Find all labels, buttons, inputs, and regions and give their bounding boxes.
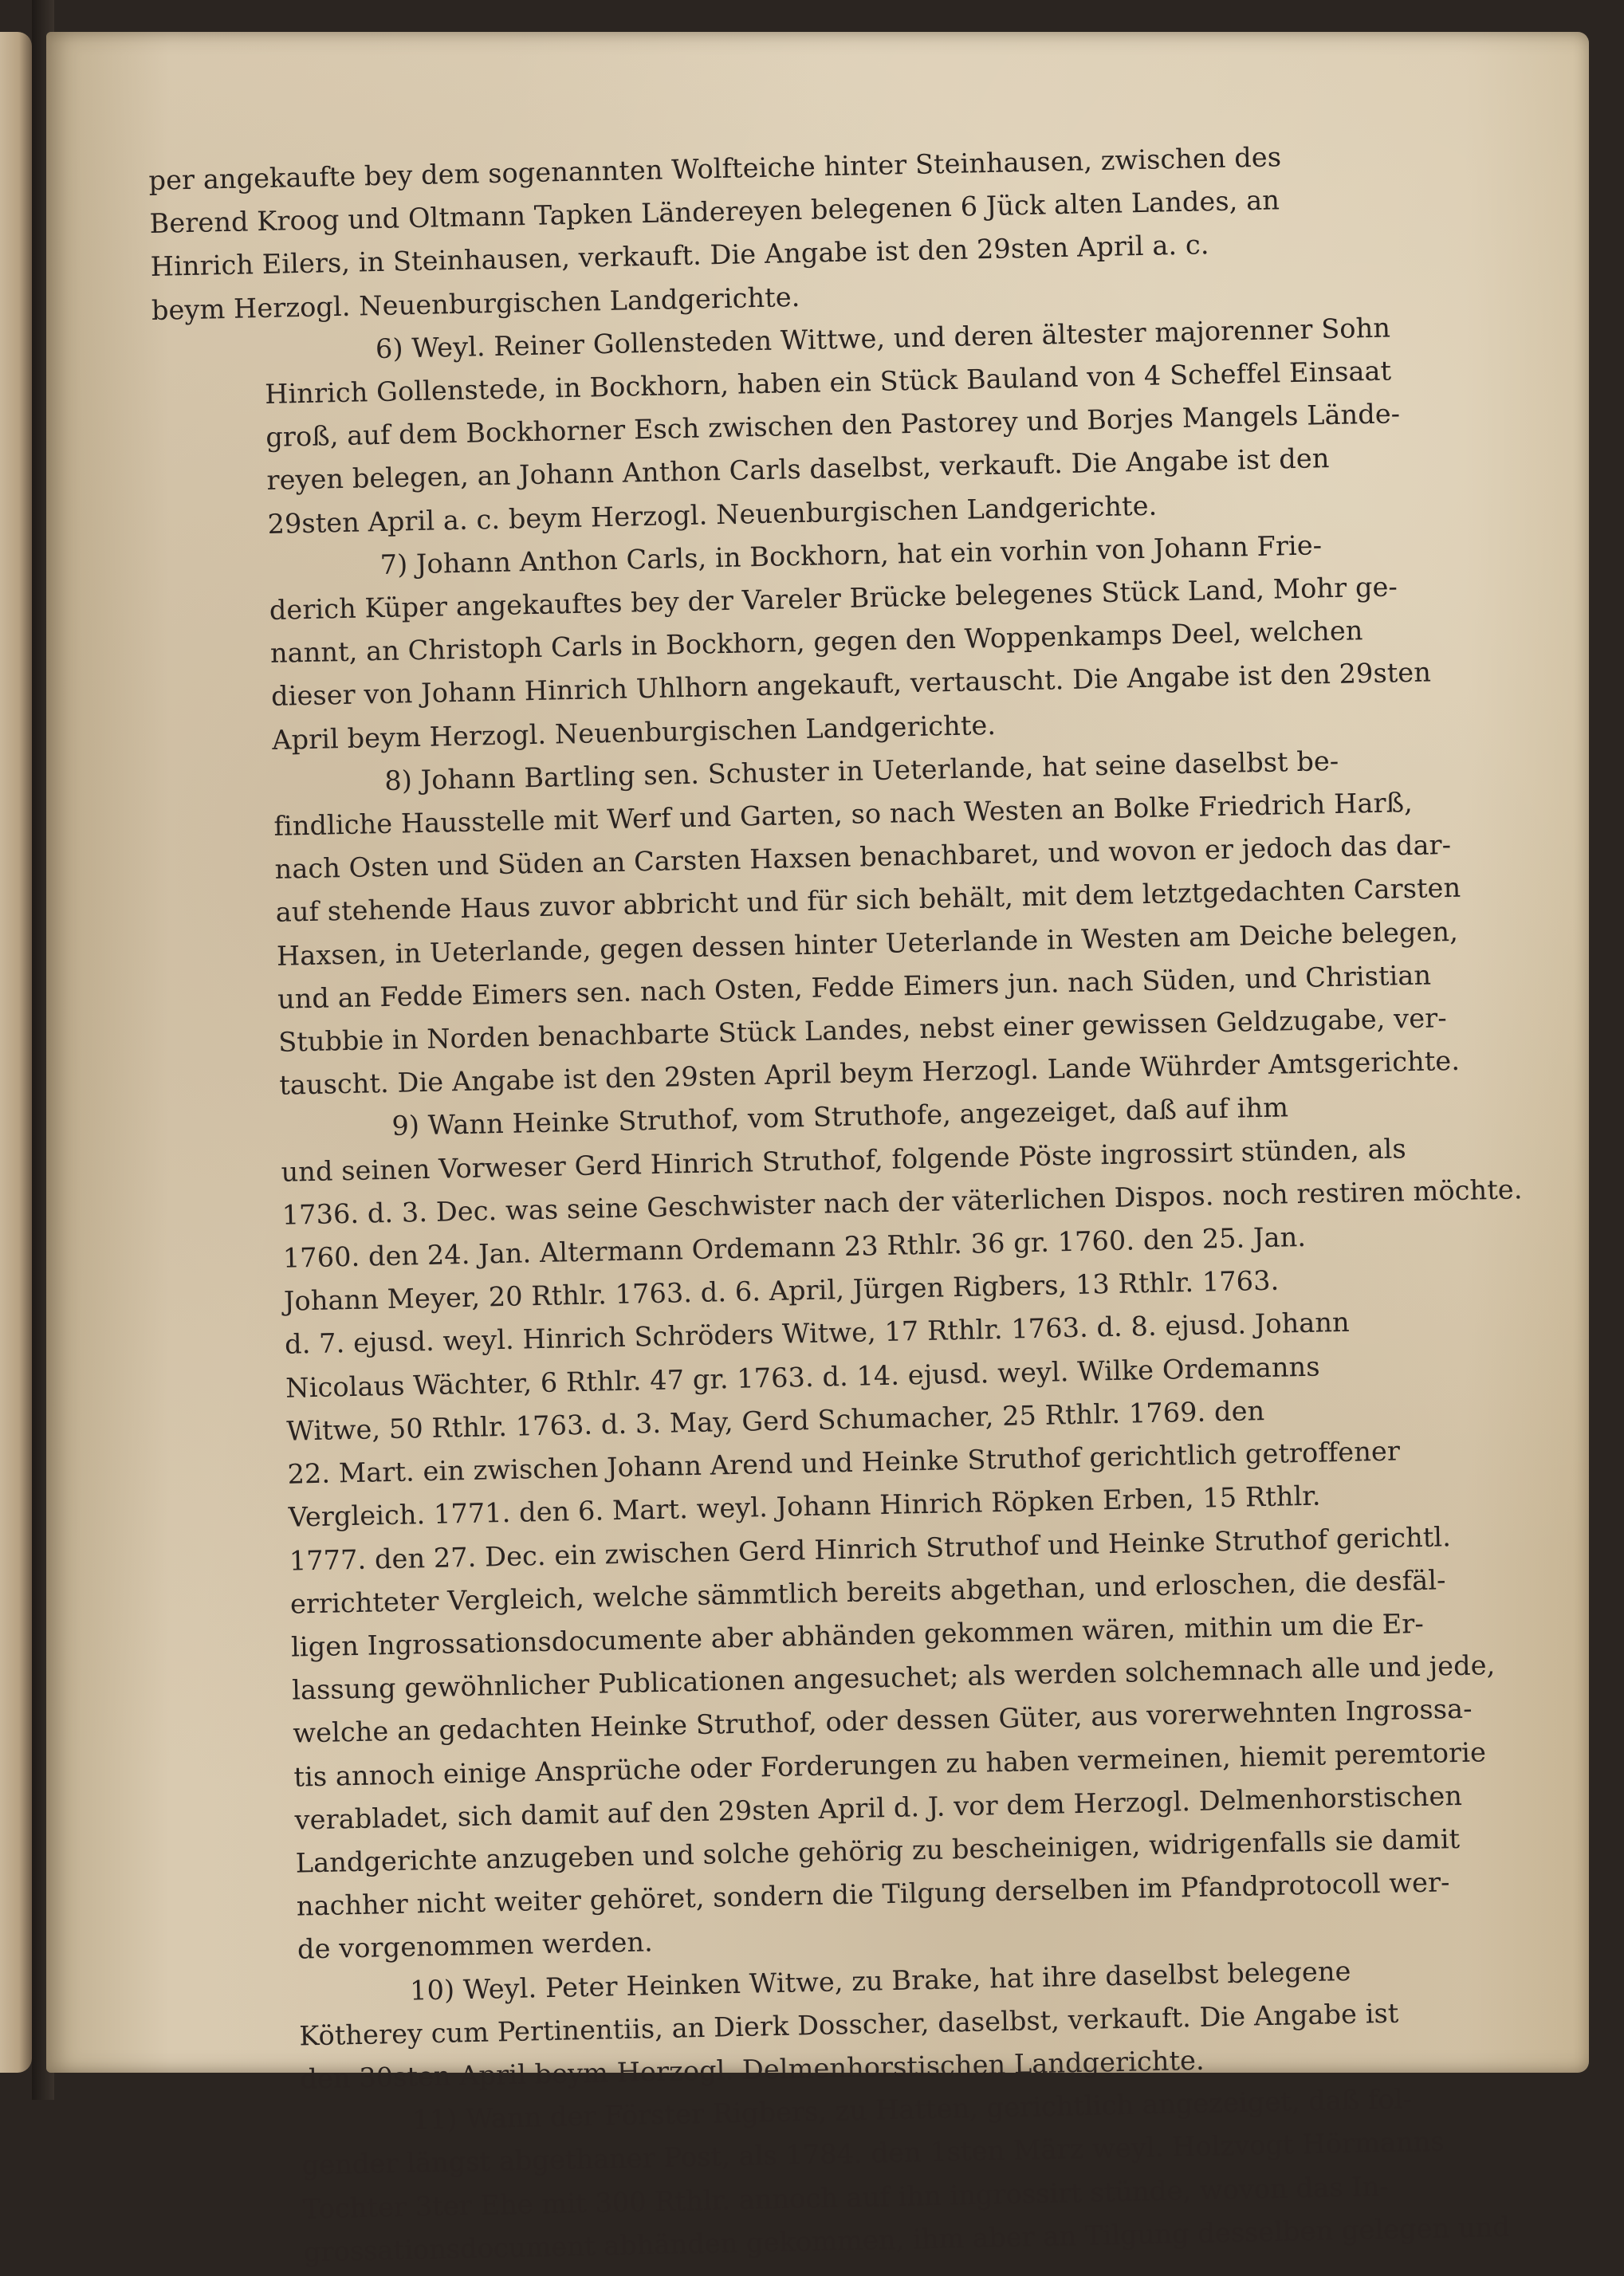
text-line: welche an gedachten Heinke Struthof, oder dessen Güter, aus vorerwehnten Ingrossa- (292, 1692, 1473, 1749)
text-line: Kötherey cum Pertinentiis, an Dierk Dosscher, daselbst, verkauft. Die Angabe ist (298, 1997, 1399, 2052)
text-line: Tochter 3ter Ehe mit 300 Rthlr. annoch auf ihn ingrossirt stünde, wovon das In- (302, 2170, 1390, 2225)
page (46, 32, 1589, 2268)
left-page-edge (0, 32, 32, 2073)
text-line: errichteter Vergleich, welche sämmtlich bereits abgethan, und erloschen, die desfäl- (289, 1564, 1446, 1620)
text-line: Nicolaus Wächter, 6 Rthlr. 47 gr. 1763. d. 14. ejusd. weyl. Wilke Ordemanns (285, 1350, 1320, 1404)
text-line: auf stehende Haus zuvor abbricht und für sich behält, mit dem letztgedachten Carsten (275, 872, 1461, 929)
text-line: lassung gewöhnlicher Publicationen angesuchet; als werden solchemnach alle und jede, (291, 1649, 1496, 1706)
text-line: und seinen Vorweser Gerd Hinrich Struthof, folgende Pöste ingrossirt stünden, als (281, 1132, 1407, 1188)
text-line: nachher nicht weiter gehöret, sondern die Tilgung derselben im Pfandprotocoll wer- (296, 1866, 1450, 1922)
text-line: Vergleich. 1771. den 6. Mart. weyl. Johann Hinrich Röpken Erben, 15 Rthlr. (288, 1480, 1321, 1533)
text-line: groß, auf dem Bockhorner Esch zwischen den Pastorey und Borjes Mangels Lände- (265, 398, 1401, 454)
text-line: tis annoch einige Ansprüche oder Forderungen zu haben vermeinen, hiemit peremtorie (293, 1735, 1487, 1793)
text-line: ligen Ingrossationsdocumente aber abhänden gekommen wären, mithin um die Er- (290, 1607, 1425, 1663)
text-line: gender längst abgethaner Post, als 1784. den 1sten März weyl. Holzvogt Hörmanns (301, 2125, 1445, 2181)
text-line: beym Herzogl. Neuenburgischen Landgerichte. (151, 281, 800, 326)
page-text (148, 135, 1523, 2276)
text-line: derich Küper angekauftes bey der Vareler Brücke belegenes Stück Land, Mohr ge- (269, 571, 1398, 626)
text-line: d. 7. ejusd. weyl. Hinrich Schröders Witwe, 17 Rthlr. 1763. d. 8. ejusd. Johann (284, 1307, 1351, 1361)
text-line: nach Osten und Süden an Carsten Haxsen benachbaret, und wovon er jedoch das dar- (274, 829, 1452, 886)
text-line: 1777. den 27. Dec. ein zwischen Gerd Hinrich Struthof und Heinke Struthof gerichtl. (289, 1520, 1452, 1577)
text-line: de vorgenommen werden. (297, 1926, 654, 1965)
text-line: den 30sten April beym Herzogl. Delmenhorstischen Landgerichte. (300, 2044, 1205, 2095)
text-line: Hinrich Gollenstede, in Bockhorn, haben ein Stück Bauland von 4 Scheffel Einsaat (264, 355, 1392, 411)
text-line: 1760. den 24. Jan. Altermann Ordemann 23 Rthlr. 36 gr. 1760. den 25. Jan. (282, 1221, 1307, 1274)
paragraph-p6 (152, 307, 1401, 548)
text-line: grossationsdocument abhänden gekommen, ihm aber an Tilgung desselben gelegen und (303, 2211, 1511, 2268)
text-line: Haxsen, in Ueterlande, gegen dessen hinter Ueterlande in Westen am Deiche belegen, (276, 915, 1459, 972)
text-line: 1736. d. 3. Dec. was seine Geschwister nach der väterlichen Dispos. noch restiren möchte. (281, 1173, 1523, 1231)
text-line: Witwe, 50 Rthlr. 1763. d. 3. May, Gerd Schumacher, 25 Rthlr. 1769. den (286, 1394, 1265, 1447)
text-line: Johann Meyer, 20 Rthlr. 1763. d. 6. April, Jürgen Rigbers, 13 Rthlr. 1763. (283, 1264, 1280, 1318)
text-line: 10) Weyl. Peter Heinken Witwe, zu Brake, hat ihre daselbst belegene (409, 1955, 1351, 2007)
text-line: Stubbie in Norden benachbarte Stück Landes, nebst einer gewissen Geldzugabe, ver- (277, 1002, 1448, 1058)
text-line: nannt, an Christoph Carls in Bockhorn, gegen den Woppenkamps Deel, welchen (269, 615, 1363, 670)
text-line: Landgerichte anzugeben und solche gehörig zu bescheinigen, widrigenfalls sie damit (295, 1822, 1461, 1879)
text-line: verabladet, sich damit auf den 29sten April d. J. vor dem Herzogl. Delmenhorstischen (294, 1779, 1463, 1836)
text-line: 9) Wann Heinke Struthof, vom Struthofe, angezeiget, daß auf ihm (391, 1091, 1289, 1142)
text-line: Hinrich Eilers, in Steinhausen, verkauft. Die Angabe ist den 29sten April a. c. (150, 229, 1209, 283)
text-line: und an Fedde Eimers sen. nach Osten, Fedde Eimers jun. nach Süden, und Christian (277, 959, 1432, 1015)
paragraph-p8 (161, 739, 1461, 1110)
paragraph-p9 (168, 1085, 1523, 1974)
text-line: dieser von Johann Hinrich Uhlhorn angekauft, vertauscht. Die Angabe ist den 29sten (270, 656, 1432, 713)
text-line: 7) Johann Anthon Carls, in Bockhorn, hat ein vorhin von Johann Frie- (379, 529, 1323, 580)
text-line: April beym Herzogl. Neuenburgischen Landgerichte. (271, 709, 997, 756)
text-line: findliche Hausstelle mit Werf und Garten, so nach Westen an Bolke Friedrich Harß, (273, 787, 1414, 842)
paragraph-p10 (187, 1949, 1399, 2104)
paragraph-p5-end (148, 135, 1347, 332)
paragraph-p11 (189, 2078, 1511, 2276)
text-line: 6) Weyl. Reiner Gollensteden Wittwe, und deren ältester majorenner Sohn (375, 312, 1391, 364)
text-line: Berend Kroog und Oltmann Tapken Ländereyen belegenen 6 Jück alten Landes, an (149, 184, 1280, 240)
text-line: 29sten April a. c. beym Herzogl. Neuenburgischen Landgerichte. (267, 489, 1158, 540)
text-line: per angekaufte bey dem sogenannten Wolfteiche hinter Steinhausen, zwischen des (148, 141, 1282, 196)
text-line: 8) Johann Bartling sen. Schuster in Ueterlande, hat seine daselbst be- (383, 745, 1339, 796)
text-line: tauscht. Die Angabe ist den 29sten April beym Herzogl. Lande Wührder Amtsgerichte. (278, 1045, 1461, 1102)
text-line: 11) Wann der Förster Rigbers, zu Hatten, gerichtlich angezeiget, daß fol- (412, 2083, 1413, 2136)
paragraph-p7 (156, 523, 1432, 764)
text-line: reyen belegen, an Johann Anthon Carls daselbst, verkauft. Die Angabe ist den (266, 442, 1330, 497)
text-line: 22. Mart. ein zwischen Johann Arend und Heinke Struthof gerichtlich getroffener (287, 1435, 1401, 1490)
